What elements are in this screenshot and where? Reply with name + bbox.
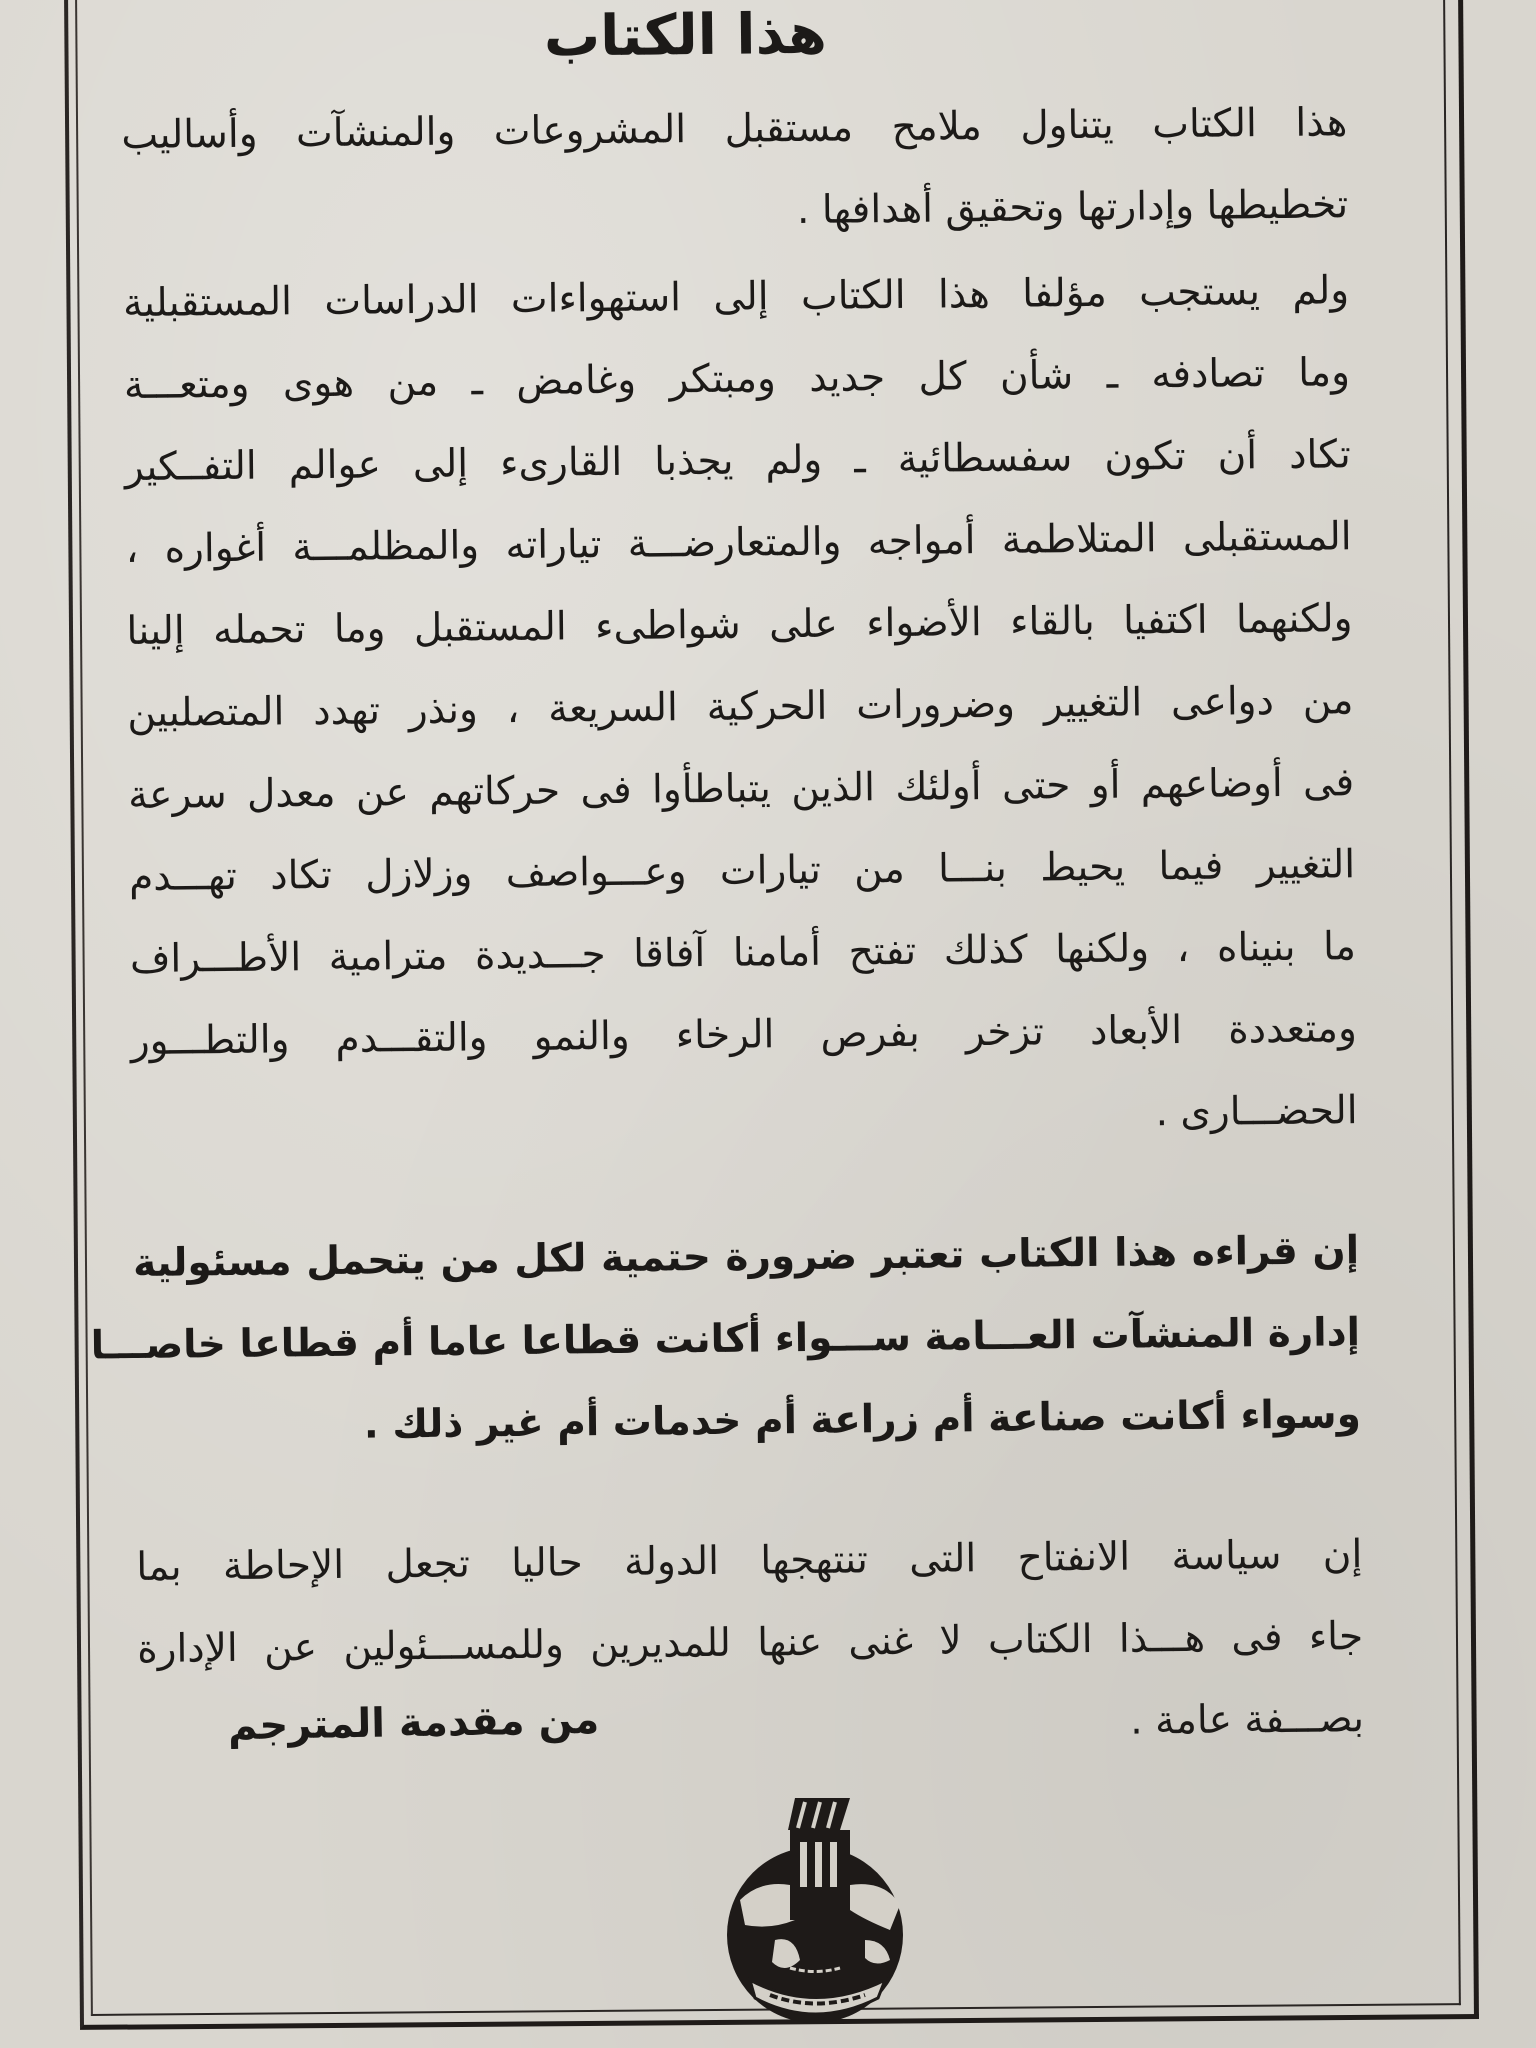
text-line: ما بنيناه ، ولكنها كذلك تفتح أمامنا آفاقا جـــديدة مترامية الأطـــراف [129,924,1357,983]
translator-signature: من مقدمة المترجم [227,1696,600,1750]
text-line: وسواء أكانت صناعة أم زراعة أم خدمات أم غير ذلك . [363,1392,1362,1448]
text-line: إن قراءه هذا الكتاب تعتبر ضرورة حتمية لكل من يتحمل مسئولية [132,1228,1360,1287]
text-line: إدارة المنشآت العـــامة ســـواء أكانت قطاعا عاما أم قطاعا خاصـــا [90,1310,1361,1369]
paragraph-necessity [90,1210,1386,1469]
text-line: ولكنهما اكتفيا بالقاء الأضواء على شواطىء المستقبل وما تحمله إلينا [126,596,1353,655]
text-line: ولم يستجب مؤلفا هذا الكتاب إلى استهواءات الدراسات المستقبلية [122,268,1350,327]
text-line: هذا الكتاب يتناول ملامح مستقبل المشروعات والمنشآت وأساليب [121,100,1348,159]
text-line: المستقبلى المتلاطمة أمواجه والمتعارضـــة تياراته والمظلمـــة أغواره ، [125,514,1352,573]
text-line: ومتعددة الأبعاد تزخر بفرص الرخاء والنمو والتقـــدم والتطـــور [130,1006,1358,1065]
text-line: التغيير فيما يحيط بنـــا من تيارات وعـــواصف وزلازل تكاد تهـــدم [128,842,1356,901]
paragraph-intro [121,82,1373,259]
text-line: فى أوضاعهم أو حتى أولئك الذين يتباطأوا فى حركاتهم عن معدل سرعة [128,760,1355,819]
text-line: تخطيطها وإدارتها وتحقيق أهدافها . [796,182,1349,234]
text-line: تكاد أن تكون سفسطائية ـ ولم يجذبا القارىء إلى عوالم التفــكير [124,432,1351,491]
publisher-emblem-icon [700,1790,930,2030]
text-line: وما تصادفه ـ شأن كل جديد ومبتكر وغامض ـ من هوى ومتعـــة [123,350,1351,409]
page-title: هذا الكتاب [543,1,828,70]
text-line: جاء فى هـــذا الكتاب لا غنى عنها للمديرين وللمســـئولين عن الإدارة [136,1614,1364,1672]
paragraph-authors [123,250,1382,1165]
page-content [90,0,1388,1773]
text-line: بصـــفة عامة . [1130,1696,1365,1744]
text-line: من دواعى التغيير وضرورات الحركية السريعة ، ونذر تهدد المتصلبين [127,678,1354,737]
text-line: الحضـــارى . [1155,1088,1358,1136]
text-line: إن سياسة الانفتاح التى تنتهجها الدولة حاليا تجعل الإحاطة بما [136,1532,1363,1591]
